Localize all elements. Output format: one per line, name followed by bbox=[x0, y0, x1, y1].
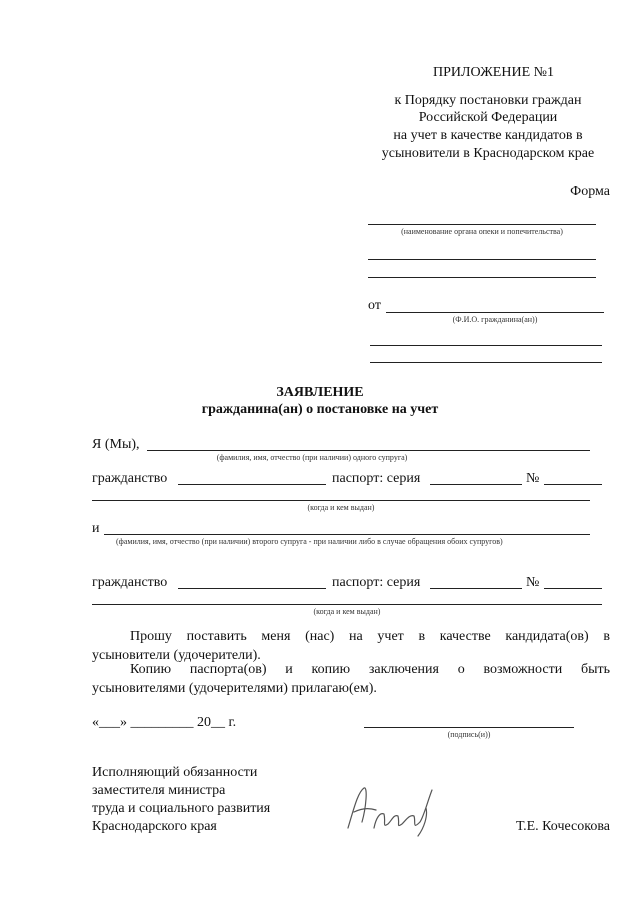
form-label: Форма bbox=[570, 184, 610, 199]
organ-line-2 bbox=[368, 259, 596, 260]
position-line-3: труда и социального развития bbox=[92, 801, 271, 816]
date-line: «___» _________ 20__ г. bbox=[92, 715, 237, 730]
signature-line bbox=[364, 727, 574, 728]
signature-caption: (подпись(и)) bbox=[447, 730, 491, 739]
organ-line bbox=[368, 224, 596, 225]
we-label: Я (Мы), bbox=[92, 437, 140, 452]
from-label: от bbox=[368, 298, 381, 313]
attachment-paragraph bbox=[92, 660, 610, 698]
request-line-1: Прошу поставить меня (нас) на учет в качестве кандидата(ов) в bbox=[130, 629, 610, 644]
number2-label: № bbox=[526, 575, 540, 590]
document-title: ЗАЯВЛЕНИЕ bbox=[276, 385, 364, 400]
ref-line-2: Российской Федерации bbox=[418, 110, 558, 125]
fio-line-2 bbox=[370, 345, 602, 346]
number1-line bbox=[544, 484, 602, 485]
ref-line-4: усыновители в Краснодарском крае bbox=[381, 146, 595, 161]
citizenship1-line bbox=[178, 484, 326, 485]
fio-caption: (Ф.И.О. гражданина(ан)) bbox=[452, 315, 538, 324]
fio-line bbox=[386, 312, 604, 313]
spouse1-caption: (фамилия, имя, отчество (при наличии) одного супруга) bbox=[216, 453, 408, 462]
position-line-2: заместителя министра bbox=[92, 783, 226, 798]
number1-label: № bbox=[526, 471, 540, 486]
position-line-1: Исполняющий обязанности bbox=[92, 765, 258, 780]
request-line-2: усыновители (удочерители). bbox=[92, 648, 261, 663]
attachment-line-1: Копию паспорта(ов) и копию заключения о возможности быть bbox=[130, 662, 610, 677]
passport2-label: паспорт: серия bbox=[332, 575, 421, 590]
issued1-caption: (когда и кем выдан) bbox=[307, 503, 375, 512]
fio-line-3 bbox=[370, 362, 602, 363]
spouse2-caption: (фамилия, имя, отчество (при наличии) второго супруга - при наличии либо в случае обращения обоих супругов) bbox=[116, 537, 503, 546]
appendix-title: ПРИЛОЖЕНИЕ №1 bbox=[433, 65, 554, 80]
ref-line-1: к Порядку постановки граждан bbox=[394, 93, 582, 108]
handwritten-signature bbox=[340, 778, 440, 838]
document-subtitle: гражданина(ан) о постановке на учет bbox=[201, 402, 439, 417]
issued1-line bbox=[92, 500, 590, 501]
attachment-line-2: усыновителями (удочерителями) прилагаю(ем). bbox=[92, 681, 377, 696]
citizenship2-label: гражданство bbox=[92, 575, 168, 590]
spouse1-line bbox=[147, 450, 590, 451]
series1-line bbox=[430, 484, 522, 485]
official-name: Т.Е. Кочесокова bbox=[515, 819, 610, 834]
number2-line bbox=[544, 588, 602, 589]
passport1-label: паспорт: серия bbox=[332, 471, 421, 486]
series2-line bbox=[430, 588, 522, 589]
issued2-caption: (когда и кем выдан) bbox=[313, 607, 381, 616]
organ-caption: (наименование органа опеки и попечительства) bbox=[401, 227, 563, 236]
and-label: и bbox=[92, 521, 100, 536]
citizenship2-line bbox=[178, 588, 326, 589]
citizenship1-label: гражданство bbox=[92, 471, 168, 486]
position-line-4: Краснодарского края bbox=[92, 819, 217, 834]
spouse2-line bbox=[104, 534, 590, 535]
organ-line-3 bbox=[368, 277, 596, 278]
ref-line-3: на учет в качестве кандидатов в bbox=[393, 128, 583, 143]
issued2-line bbox=[92, 604, 602, 605]
